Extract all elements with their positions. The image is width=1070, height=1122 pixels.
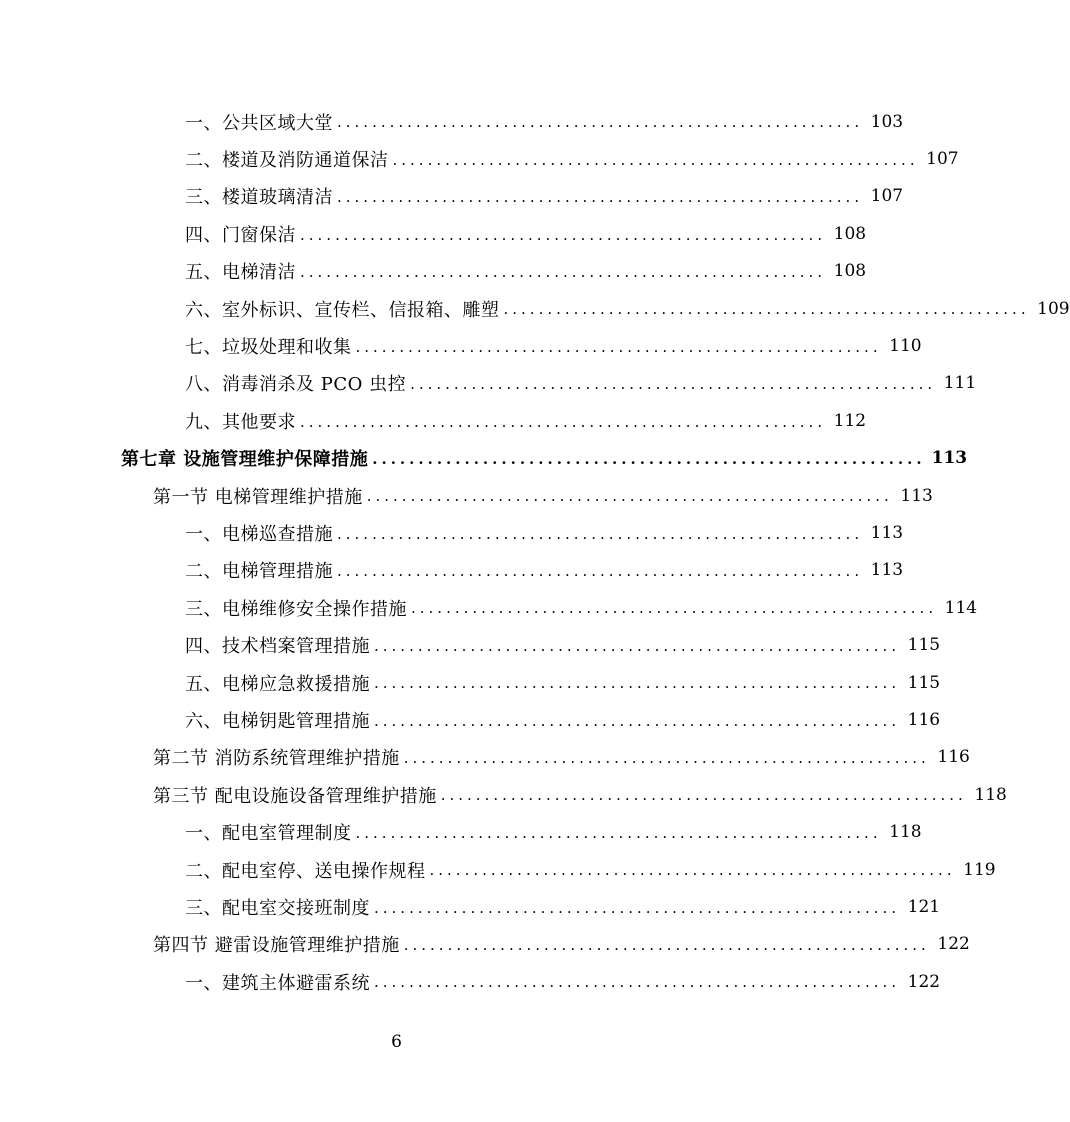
toc-entry-page-number: 116 bbox=[907, 709, 941, 730]
toc-entry-page-number: 115 bbox=[907, 672, 941, 693]
toc-entry-page-number: 108 bbox=[833, 223, 867, 244]
toc-item-entry[interactable] bbox=[0, 664, 941, 701]
dot-leader: ............................................................ bbox=[300, 412, 827, 431]
toc-section-entry[interactable] bbox=[0, 776, 1007, 813]
toc-entry-title: 三、电梯维修安全操作措施 bbox=[185, 598, 407, 620]
dot-leader: ............................................................ bbox=[429, 861, 956, 880]
toc-item-entry[interactable] bbox=[0, 253, 867, 290]
toc-entry-title: 五、电梯清洁 bbox=[185, 262, 296, 284]
toc-entry-title: 一、公共区域大堂 bbox=[185, 112, 333, 134]
dot-leader: ............................................................ bbox=[366, 487, 893, 506]
toc-item-entry[interactable] bbox=[0, 963, 941, 1000]
toc-item-entry[interactable] bbox=[0, 626, 941, 663]
dot-leader: ............................................................ bbox=[374, 711, 901, 730]
toc-entry-title: 第二节 消防系统管理维护措施 bbox=[153, 748, 400, 770]
dot-leader: ............................................................ bbox=[374, 973, 901, 992]
dot-leader: ............................................................ bbox=[374, 674, 901, 693]
dot-leader: ............................................................ bbox=[374, 898, 901, 917]
toc-entry-page-number: 112 bbox=[833, 410, 867, 431]
dot-leader: ............................................................ bbox=[337, 562, 864, 581]
toc-section-entry[interactable] bbox=[0, 477, 933, 514]
toc-entry-page-number: 110 bbox=[889, 336, 922, 357]
toc-item-entry[interactable] bbox=[0, 552, 904, 589]
toc-entry-title: 二、电梯管理措施 bbox=[185, 561, 333, 583]
toc-entry-page-number: 109 bbox=[1037, 298, 1070, 319]
toc-entry-title: 一、建筑主体避雷系统 bbox=[185, 972, 370, 994]
toc-entry-title: 一、配电室管理制度 bbox=[185, 823, 352, 845]
dot-leader: ............................................................ bbox=[355, 337, 882, 356]
toc-entry-page-number: 108 bbox=[833, 261, 867, 282]
toc-section-entry[interactable] bbox=[0, 926, 970, 963]
dot-leader: ............................................................ bbox=[355, 823, 882, 842]
toc-entry-page-number: 122 bbox=[907, 971, 941, 992]
toc-entry-title: 六、电梯钥匙管理措施 bbox=[185, 710, 370, 732]
toc-section-entry[interactable] bbox=[0, 739, 970, 776]
toc-entry-title: 三、配电室交接班制度 bbox=[185, 897, 370, 919]
toc-entry-title: 六、室外标识、宣传栏、信报箱、雕塑 bbox=[185, 299, 500, 321]
toc-entry-page-number: 103 bbox=[870, 111, 904, 132]
toc-entry-title: 七、垃圾处理和收集 bbox=[185, 337, 352, 359]
page-number: 6 bbox=[391, 1032, 402, 1052]
toc-entry-page-number: 107 bbox=[870, 186, 904, 207]
table-of-contents bbox=[0, 103, 1070, 1000]
toc-entry-title: 第四节 避雷设施管理维护措施 bbox=[153, 935, 400, 957]
toc-entry-title: 九、其他要求 bbox=[185, 411, 296, 433]
toc-item-entry[interactable] bbox=[0, 103, 904, 140]
dot-leader: ............................................................ bbox=[440, 786, 967, 805]
toc-item-entry[interactable] bbox=[0, 215, 867, 252]
dot-leader: ............................................................ bbox=[403, 749, 930, 768]
toc-entry-page-number: 111 bbox=[943, 373, 977, 394]
toc-item-entry[interactable] bbox=[0, 365, 977, 402]
toc-item-entry[interactable] bbox=[0, 514, 904, 551]
toc-item-entry[interactable] bbox=[0, 813, 922, 850]
toc-entry-title: 第一节 电梯管理维护措施 bbox=[153, 486, 363, 508]
toc-entry-page-number: 118 bbox=[974, 784, 1007, 805]
toc-entry-title: 二、配电室停、送电操作规程 bbox=[185, 860, 426, 882]
toc-item-entry[interactable] bbox=[0, 701, 941, 738]
toc-entry-page-number: 116 bbox=[937, 747, 970, 768]
toc-entry-page-number: 119 bbox=[963, 859, 996, 880]
toc-item-entry[interactable] bbox=[0, 290, 1070, 327]
dot-leader: ............................................................ bbox=[337, 188, 864, 207]
dot-leader: ............................................................ bbox=[392, 150, 919, 169]
toc-item-entry[interactable] bbox=[0, 178, 904, 215]
dot-leader: ............................................................ bbox=[337, 524, 864, 543]
toc-entry-title: 八、消毒消杀及 PCO 虫控 bbox=[185, 374, 407, 396]
toc-entry-title: 三、楼道玻璃清洁 bbox=[185, 187, 333, 209]
dot-leader: ............................................................ bbox=[337, 113, 864, 132]
toc-entry-title: 一、电梯巡查措施 bbox=[185, 523, 333, 545]
dot-leader: ............................................................ bbox=[403, 935, 930, 954]
toc-item-entry[interactable] bbox=[0, 327, 922, 364]
toc-item-entry[interactable] bbox=[0, 888, 941, 925]
toc-item-entry[interactable] bbox=[0, 140, 959, 177]
toc-entry-page-number: 115 bbox=[907, 635, 941, 656]
toc-entry-title: 四、技术档案管理措施 bbox=[185, 636, 370, 658]
toc-entry-title: 四、门窗保洁 bbox=[185, 224, 296, 246]
dot-leader: ............................................................ bbox=[411, 599, 938, 618]
toc-entry-title: 第三节 配电设施设备管理维护措施 bbox=[153, 785, 437, 807]
dot-leader: ............................................................ bbox=[372, 449, 926, 468]
toc-entry-page-number: 113 bbox=[900, 485, 933, 506]
dot-leader: ............................................................ bbox=[410, 375, 937, 394]
toc-entry-page-number: 113 bbox=[870, 522, 904, 543]
toc-entry-title: 第七章 设施管理维护保障措施 bbox=[121, 449, 369, 471]
toc-item-entry[interactable] bbox=[0, 589, 978, 626]
toc-item-entry[interactable] bbox=[0, 851, 996, 888]
toc-entry-page-number: 107 bbox=[926, 149, 959, 170]
toc-entry-page-number: 113 bbox=[931, 448, 968, 469]
toc-entry-page-number: 122 bbox=[937, 934, 970, 955]
dot-leader: ............................................................ bbox=[300, 262, 827, 281]
toc-entry-page-number: 113 bbox=[870, 560, 904, 581]
toc-entry-title: 二、楼道及消防通道保洁 bbox=[185, 150, 389, 172]
dot-leader: ............................................................ bbox=[503, 300, 1030, 319]
toc-item-entry[interactable] bbox=[0, 402, 867, 439]
toc-entry-page-number: 121 bbox=[907, 896, 941, 917]
dot-leader: ............................................................ bbox=[300, 225, 827, 244]
toc-entry-title: 五、电梯应急救援措施 bbox=[185, 673, 370, 695]
dot-leader: ............................................................ bbox=[374, 636, 901, 655]
toc-entry-page-number: 118 bbox=[889, 822, 922, 843]
toc-entry-page-number: 114 bbox=[944, 597, 978, 618]
toc-chapter-entry[interactable] bbox=[0, 440, 968, 477]
